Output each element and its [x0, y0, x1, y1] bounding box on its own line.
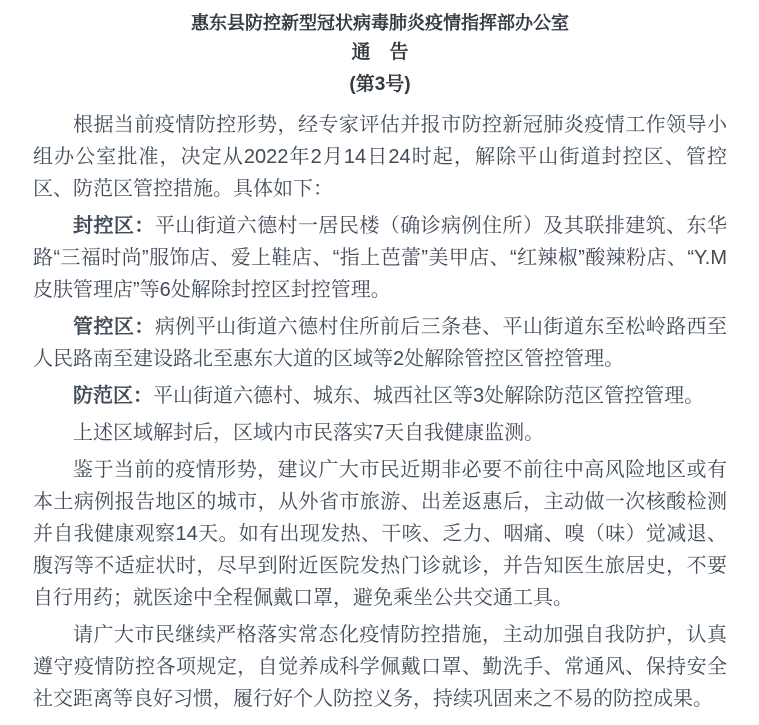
- paragraph-text: 请广大市民继续严格落实常态化疫情防控措施，主动加强自我防护，认真遵守疫情防控各项规定，自觉养成科学佩戴口罩、勤洗手、常通风、保持安全社交距离等良好习惯，履行好个人防控义务，持续巩固来之不易的防控成果。: [33, 624, 727, 710]
- paragraph-closing-appeal: [33, 619, 727, 715]
- paragraph-text: 病例平山街道六德村住所前后三条巷、平山街道东至松岭路西至人民路南至建设路北至惠东大道的区域等2处解除管控区管控管理。: [33, 316, 728, 370]
- prevention-zone-label: 防范区：: [73, 385, 153, 407]
- document-number: (第3号): [349, 74, 411, 95]
- paragraph-text: 上述区域解封后，区域内市民落实7天自我健康监测。: [73, 422, 545, 444]
- control-zone-label: 管控区：: [73, 316, 155, 338]
- paragraph-text: 鉴于当前的疫情形势，建议广大市民近期非必要不前往中高风险地区或有本土病例报告地区的城市，从外省市旅游、出差返惠后，主动做一次核酸检测并自我健康观察14天。如有出现发热、干咳、乏力、咽痛、嗅（味）觉减退、腹泻等不适症状时，尽早到附近医院发热门诊就诊，并告知医生旅居史，不要自行用药；就医途中全程佩戴口罩，避免乘坐公共交通工具。: [33, 459, 727, 609]
- paragraph-health-monitoring: [33, 417, 727, 449]
- document-title: 惠东县防控新型冠状病毒肺炎疫情指挥部办公室: [191, 13, 569, 33]
- paragraph-travel-advice: [33, 454, 727, 614]
- paragraph-text: 根据当前疫情防控形势，经专家评估并报市防控新冠肺炎疫情工作领导小组办公室批准，决定从2022年2月14日24时起，解除平山街道封控区、管控区、防范区管控措施。具体如下：: [33, 114, 727, 200]
- paragraph-text: 平山街道六德村、城东、城西社区等3处解除防范区管控管理。: [153, 385, 705, 407]
- paragraph-control-zone: [33, 311, 727, 375]
- sealed-zone-label: 封控区：: [73, 215, 155, 237]
- paragraph-prevention-zone: [33, 380, 727, 412]
- paragraph-sealed-zone: [33, 210, 727, 306]
- document-body: [33, 109, 727, 715]
- document-subtitle: 通 告: [351, 42, 409, 63]
- paragraph-text: 平山街道六德村一居民楼（确诊病例住所）及其联排建筑、东华路“三福时尚”服饰店、爱上鞋店、“指上芭蕾”美甲店、“红辣椒”酸辣粉店、“Y.M皮肤管理店”等6处解除封控区封控管理。: [33, 215, 728, 301]
- paragraph-intro: [33, 109, 727, 205]
